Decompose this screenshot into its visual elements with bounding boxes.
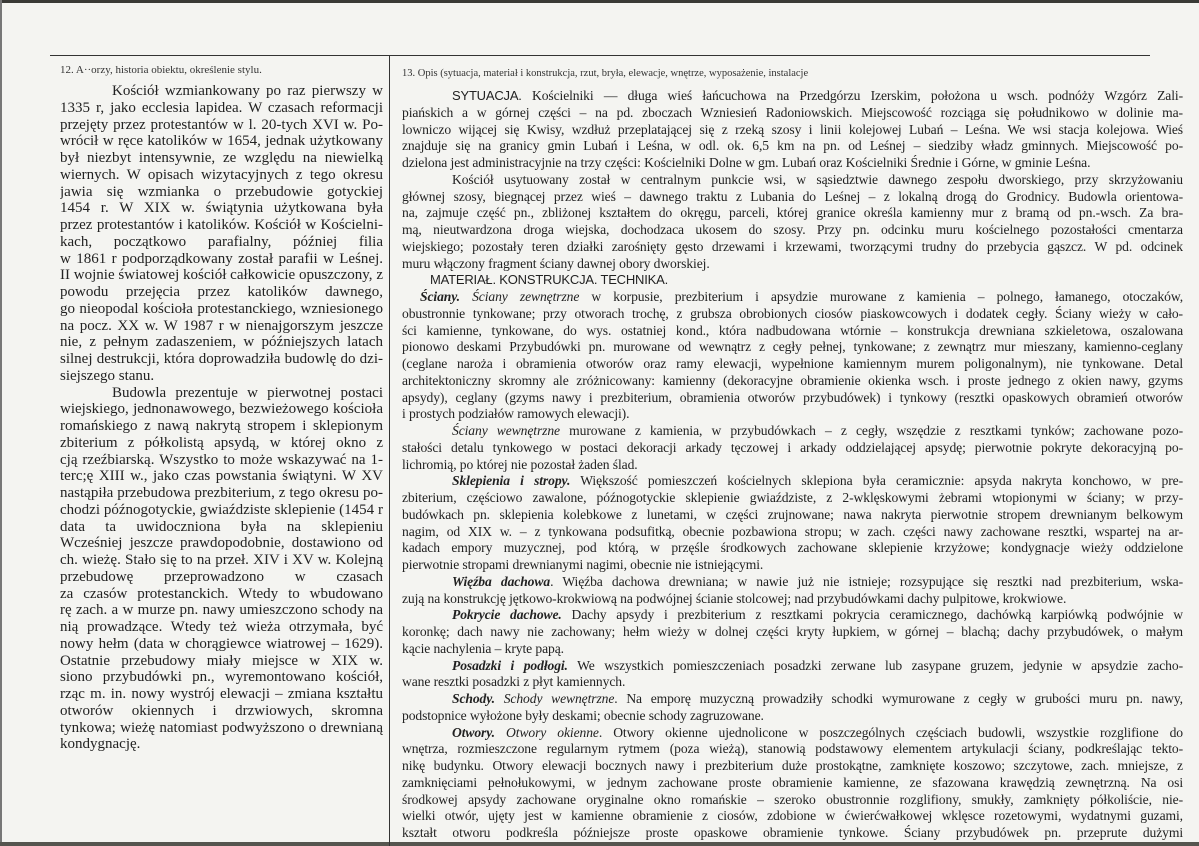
subsection-title: Ściany.: [420, 289, 460, 304]
text-run: We wszystkich pomieszczeniach posadzki zerwane lub zasypane gruzem, jedynie w apsydzie zacho-: [567, 657, 1183, 673]
subsection-title: Więźba dachowa: [452, 573, 551, 589]
text-line: przez protestantów i katolików. Kościół w Kościelni-: [60, 217, 383, 233]
text-line: wrócił w ręce katolików w 1654, jednak użytkowany: [60, 133, 383, 150]
text-line: zbiterium, częściowo zawalone, późnogotyckie sklepienie gwiaździste, z 2-wklęskowymi żebrami wtopionymi w ściany; w przy-: [402, 490, 1183, 505]
subsection-title: Schody.: [452, 691, 495, 706]
text-run: Dachy apsydy i prezbiterium z resztkami pokrycia ceramicznego, dachówką karpiówką podwójnie w: [561, 607, 1183, 623]
text-line: [402, 272, 1183, 289]
subsection-title: Sklepienia i stropy.: [452, 473, 571, 489]
text-line: lichromią, po której nie pozostał żaden ślad.: [402, 456, 638, 472]
text-line: wiernych. W opisach wizytacyjnych z tego okresu: [60, 166, 383, 183]
text-line: mą, nieutwardzona droga wiejska, dochodzaca ukosem do szosy. Przy pn. odcinku muru kościelnego pozostałości cmentarza: [402, 222, 1183, 237]
text-line: (ceglane naroża i obramienia otworów oraz ramy elewacji, wypełnione kamiennym murem poligonalnym), nie tynkowane. Detal: [402, 356, 1183, 371]
text-line: [402, 289, 1183, 306]
text-line: cją rzeźbiarską. Wszystko to może wskazywać na 1-: [60, 451, 383, 468]
text-run: . Na emporę muzyczną prowadziły schodki wymurowane z cegły w grubości muru pn. nawy,: [614, 691, 1183, 706]
italic-term: Ściany wewnętrzne: [452, 423, 560, 438]
italic-term: Schody wewnętrzne: [503, 691, 615, 706]
text-line: nią prowadzące. Wtedy też wieża otrzymała, być: [60, 619, 383, 635]
paragraph: [60, 385, 383, 754]
text-line: kach, początkowo parafialny, później filia: [60, 233, 383, 250]
text-run: [495, 725, 506, 740]
section-12-header: 12. A··orzy, historia obiektu, określenie stylu.: [60, 64, 262, 76]
text-line: środkowej apsydy zachowane oryginalne okno romańskie – szeroko obustronnie rozglifiony, smukły, zamknięty półkoliście, nie-: [402, 791, 1183, 807]
scan-edge-top: [0, 0, 1199, 3]
text-line: siono przybudówki pn., wyremontowano kościół,: [60, 669, 383, 686]
text-line: za czasów protestanckich. Wtedy to wbudowano: [60, 585, 383, 602]
text-line: [402, 607, 1183, 624]
text-line: ch. wieżę. Stało się to na przeł. XIV i XV w. Kolejną: [60, 552, 383, 568]
text-line: pierwotnie stropami drewnianymi nagimi, obecnie nie istniejącymi.: [402, 557, 764, 572]
text-line: wiejskiego; pozostały teren działki zarośnięty gęsto drzewami i krzewami, tworzącymi trudny do przebycia gąszcz. W pd. odcinek: [402, 238, 1183, 254]
section-13-description: [402, 65, 1183, 842]
text-line: był niezbyt intensywnie, ze względu na niewielką: [60, 150, 383, 166]
text-line: podstopnice wyłożone były deskami; obecnie schody zagruzowane.: [402, 707, 764, 723]
text-line: muru włączony fragment ściany dawnej obory dworskiej.: [402, 255, 710, 271]
text-line: jawia się wzmianka o przebudowie gotyckiej: [60, 183, 383, 200]
text-line: zbiterium z półkolistą apsydą, w której okno z: [60, 434, 383, 451]
paragraph: [402, 88, 1183, 172]
text-line: znajduje się na granicy gmin Lubań i Leśna, w odl. ok. 6,5 km na pn. od Leśnej – siedziby władz gminnych. Miejscowość po-: [402, 138, 1183, 154]
text-line: Kościół wzmiankowany po raz pierwszy w: [112, 83, 383, 99]
text-line: rę zach. a w murze pn. nawy umieszczono schody na: [60, 602, 383, 619]
text-line: kształt otworu podkreśla późniejsze proste opaskowe obramienie tynkowe. Ściany przybudówek pn. przeprute dużymi: [402, 825, 1183, 840]
text-line: w 1861 r podporządkowany został parafii w Leśnej.: [60, 250, 383, 267]
text-line: kondygnację.: [60, 736, 141, 753]
form-top-rule: [50, 55, 1150, 56]
text-line: kadach empory muzycznej, pod którą, w przęśle środkowych zachowane sklepienie krzyżowe; kondygnacje wieży oddzielone: [402, 540, 1183, 556]
text-line: stałości detalu tynkowego w postaci dekoracji arkady tęczowej i arkady oddzielającej apsydę; pierwotnie pokryte dekoracyjną po-: [402, 439, 1183, 455]
text-line: przejęty przez protestantów w l. 20-tych XVI w. Po-: [60, 116, 383, 133]
text-line: ści kamienne, tynkowane, do wys. ostatniej kond., która nadbudowana wtórnie – konstrukcja drewniana szkieletowa, oszalowana: [402, 322, 1183, 338]
text-line: nagim, od XIX w. – z tynkowana podsufitką, obecnie pozbawiona stropu; w zach. części nawy zachowane resztki, wspartej na ar-: [402, 523, 1183, 539]
text-line: [402, 658, 1183, 675]
paragraph: [402, 725, 1183, 842]
text-line: otworów okiennych i drzwiowych, skromna: [60, 702, 383, 719]
text-line: lowniczo wijącej się Kwisy, wzdłuż przeplatającej się z rzeką szosy i linii kolejowej Lubań – Leśna. We wsi stacja kolejowa. Wieś: [402, 121, 1183, 137]
subsection-title: Posadzki i podłogi.: [452, 657, 568, 673]
paragraph: [60, 83, 383, 385]
text-line: terc;ę XIII w., jako czas powstania świątyni. W XV: [60, 468, 383, 485]
text-line: rząc m. in. nowy wystrój elewacji – zmiana kształtu: [60, 686, 383, 702]
paragraph: [402, 691, 1183, 725]
text-line: data ta uwidoczniona była na sklepieniu: [60, 518, 383, 535]
scan-edge-left: [0, 0, 2, 846]
section-heading: SYTUACJA.: [452, 88, 522, 103]
column-divider: [389, 55, 390, 846]
section-13-body: [402, 88, 1183, 842]
text-line: nowy hełm (data w chorągiewce wiatrowej – 1629).: [60, 635, 383, 652]
text-line: kącie nachylenia – kryte papą.: [402, 640, 564, 656]
text-line: [402, 691, 1183, 708]
paragraph: [402, 423, 1183, 473]
text-line: go nieopodal kościoła protestanckiego, wzniesionego: [60, 300, 383, 317]
text-line: obustronnie tynkowane; przy otworach trochę, z grubsza obrobionych ciosów piaskowcowych i dodatek cegły. Ściany wieży w cało-: [402, 305, 1183, 321]
text-line: II wojnie światowej kościół całkowicie opuszczony, z: [60, 267, 383, 284]
text-line: silnej destrukcji, która doprowadziła budowlę do dzi-: [60, 351, 383, 367]
paragraph: [402, 272, 1183, 289]
subsection-title: Otwory.: [452, 724, 495, 740]
text-line: [402, 473, 1183, 490]
text-run: w korpusie, prezbiterium i apsydzie murowane z kamienia – polnego, łamanego, otoczaków,: [579, 289, 1183, 304]
text-run: [460, 289, 472, 304]
text-line: koronkę; dach nawy nie zachowany; hełm wieży w dolnej części kryty łupkiem, w górnej – blachą; dachy przybudówek, o małym: [402, 624, 1183, 639]
text-line: nikę budynku. Otwory elewacji bocznych nawy i prezbiterium duże prostokątne, zamknięte koszowo; szczytowe, zach. mniejsze, z: [402, 758, 1183, 773]
text-line: tynkowa; wieżę natomiast podwyższono o drewnianą: [60, 719, 383, 736]
text-line: 1454 r. W XIX w. świątynia użytkowana była: [60, 200, 383, 217]
text-line: apsydy), ceglany (gzyms nawy i prezbiterium, obramienia otworów przybudówek) i tynkowy (resztki opaskowych obramień otworów: [402, 389, 1183, 405]
text-line: [402, 574, 1183, 591]
italic-term: Otwory okienne: [506, 724, 599, 740]
paragraph: [402, 473, 1183, 574]
text-line: 1335 r, jako ecclesia lapidea. W czasach reformacji: [60, 99, 383, 116]
scan-edge-bottom: [0, 842, 1199, 846]
subsection-title: Pokrycie dachowe.: [452, 607, 562, 623]
text-line: budówkach pn. sklepienia kolebkowe z lunetami, w części zrujnowane; nawa nakryta pierwotnie stropem drewnianym belkowym: [402, 506, 1183, 522]
text-line: nie, z pełnym zadaszeniem, w późniejszych latach: [60, 334, 383, 351]
text-run: . Więźba dachowa drewniana; w nawie już nie istnieje; rozsypujące się resztki nad prezbiterium, wska-: [550, 573, 1183, 589]
section-heading: MATERIAŁ. KONSTRUKCJA. TECHNIKA.: [430, 272, 668, 288]
text-run: Większość pomieszczeń kościelnych sklepiona była ceramicznie: apsyda nakryta konchowo, w pre-: [570, 473, 1183, 489]
section-13-header: 13. Opis (sytuacja, materiał i konstrukcja, rzut, bryła, elewacje, wnętrze, wyposażenie, instalacje: [402, 68, 809, 79]
text-line: wielki otwór, ujęty jest w kamienne obramienie z ciosów, zdobione w ćwierćwałkowej wklęsce rozetowymi, wydatnymi guzami,: [402, 808, 1183, 824]
text-line: wiejskiego, jednonawowego, bezwieżowego kościoła: [60, 401, 383, 418]
text-run: . Otwory okienne ujednolicone w poszczególnych częściach budowli, wszystkie rozglifione do: [598, 724, 1183, 740]
text-line: Kościół usytuowany został w centralnym punkcie wsi, w sąsiedztwie dawnego zespołu dworskiego, przy skrzyżowaniu: [452, 171, 1183, 187]
text-line: nastąpiła przebudowa prezbiterium, z tego okresu po-: [60, 485, 383, 501]
text-run: [495, 691, 504, 706]
text-line: [402, 423, 1183, 440]
paragraph: [402, 289, 1183, 423]
text-line: wnętrza, rozmieszczone regularnym rytmem (poza wieżą), stanowią podstawowy elementem artykulacji ściany, podkreślając tekto-: [402, 741, 1183, 757]
text-line: zują na konstrukcję jętkowo-krokwiową na podwójnej ścianie stolcowej; nad przybudówkami dachy pulpitowe, krokwiowe.: [402, 590, 1067, 606]
text-run: Kościelniki — długa wieś łańcuchowa na Przedgórzu Izerskim, położona u wsch. podnóży Wzgórz Zali-: [521, 88, 1183, 103]
text-line: zamknięciami pełnołukowymi, w jednym zachowane proste obramienie kamienne, ze sfazowana krawędzią zewnętrzną. Na osi: [402, 774, 1183, 790]
text-line: piańskich a w górnej części – na pd. zboczach Wzniesień Radoniowskich. Miejscowość rozciąga się południkowo w dolinie ma-: [402, 104, 1183, 120]
text-line: architektoniczny skromny ale zróżnicowany: kamienny (dekoracyjne obramienie okienka wsch. i proste jednego z okien nawy, gzyms: [402, 372, 1183, 388]
paragraph: [402, 658, 1183, 692]
section-12-body: [60, 83, 383, 753]
text-line: przebudowę przeprowadzono w czasach: [60, 568, 383, 585]
italic-term: Ściany zewnętrzne: [472, 289, 580, 304]
text-line: wane resztki posadzki z płyt kamiennych.: [402, 674, 626, 690]
text-run: murowane z kamienia, w przybudówkach – z cegły, wszędzie z resztkami tynków; zachowane pozo-: [559, 423, 1183, 438]
text-line: Ostatnie przebudowy miały miejsce w XIX w.: [60, 652, 383, 669]
section-12-history: [60, 62, 383, 753]
text-line: Budowla prezentuje w pierwotnej postaci: [112, 384, 383, 401]
text-line: powodu przejęcia przez katolików dawnego,: [60, 284, 383, 300]
paragraph: [402, 574, 1183, 608]
text-line: Wcześniej jeszcze prawdopodobnie, dostawiono od: [60, 535, 383, 552]
text-line: chodzi późnogotyckie, gwiaździste sklepienie (1454 r: [60, 501, 383, 518]
paragraph: [402, 172, 1183, 273]
text-line: dzielona jest administracyjnie na trzy części: Kościelniki Dolne w gm. Lubań oraz Kościelniki Średnie i Górne, w gminie Leśna.: [402, 155, 1091, 170]
text-line: i prostych podziałów ramowych elewacji).: [402, 406, 630, 422]
paragraph: [402, 607, 1183, 657]
text-line: romańskiego z nawą nakrytą stropem i sklepionym: [60, 418, 383, 434]
text-line: siejszego stanu.: [60, 367, 155, 384]
text-line: pionowo deskami Przybudówki pn. murowane od wewnątrz z cegły pełnej, tynkowane; z zewnątrz mur mieszany, kamienno-ceglany: [402, 339, 1183, 355]
text-line: na, zajmuje część pn., zbliżonej kształtem do okręgu, parceli, której granice określa kamienny mur z bramą od pn.-wsch. Za bra-: [402, 205, 1183, 221]
text-line: głównej szosy, biegnącej przez wieś – dawnego traktu z Lubania do Leśnej – z lokalną drogą do Grodnicy. Budowla orientowa-: [402, 188, 1183, 204]
text-line: [402, 725, 1183, 742]
text-line: na pocz. XX w. W 1987 r w nienajgorszym jeszcze: [60, 317, 383, 334]
text-line: [402, 88, 1183, 105]
